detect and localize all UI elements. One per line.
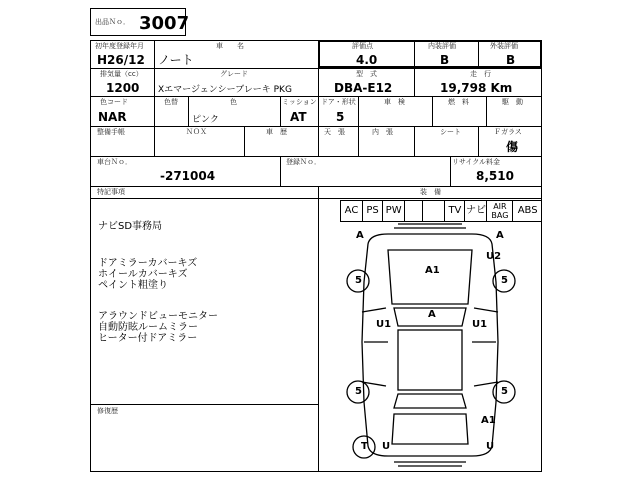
windshield: 傷 bbox=[506, 140, 519, 154]
transmission: AT bbox=[290, 110, 307, 124]
recycle-fee: 8,510 bbox=[476, 169, 514, 183]
lot-number-box bbox=[90, 8, 190, 36]
grade-label: グレード bbox=[220, 70, 248, 78]
mark-rear-right: A1 bbox=[481, 415, 496, 426]
maintenance-book-label: 整備手帳 bbox=[97, 128, 125, 136]
vehicle-history-label: 車 歴 bbox=[266, 128, 287, 136]
color-code-label: 色コード bbox=[100, 98, 128, 106]
fuel-label: 燃 料 bbox=[448, 98, 469, 106]
recycle-fee-label: リサイクル料金 bbox=[452, 158, 501, 166]
note-line: ペイント粗塗り bbox=[98, 280, 168, 291]
model-code: DBA-E12 bbox=[334, 81, 393, 95]
mark-roof: A bbox=[428, 309, 436, 320]
exterior-grade: B bbox=[506, 53, 516, 67]
first-registration: H26/12 bbox=[97, 53, 145, 67]
interior-grade: B bbox=[440, 53, 450, 67]
mark-right-side: U1 bbox=[472, 319, 488, 330]
note-line: ドアミラーカバーキズ bbox=[98, 258, 198, 269]
lot-number-value: 3007 bbox=[139, 13, 190, 34]
notes-label: 特記事項 bbox=[97, 188, 125, 196]
drive-label: 駆 動 bbox=[502, 98, 523, 106]
hood-outline bbox=[388, 250, 472, 304]
seat-label: シート bbox=[440, 128, 461, 136]
rear-bumper bbox=[394, 462, 466, 466]
equip-tv: TV bbox=[444, 201, 464, 221]
note-line: アラウンドビューモニター bbox=[98, 311, 218, 322]
note-line: ナビSD事務局 bbox=[98, 221, 163, 232]
equipment-row bbox=[340, 200, 542, 222]
mark-front-left: A bbox=[356, 230, 364, 241]
chassis-number: -271004 bbox=[160, 169, 216, 183]
mark-hood: A1 bbox=[425, 265, 440, 276]
interior-trim-label: 内 張 bbox=[372, 128, 393, 136]
displacement: 1200 bbox=[106, 81, 140, 95]
mark-right-top: U2 bbox=[486, 251, 502, 262]
equip-abs: ABS bbox=[512, 201, 542, 221]
interior-grade-label: 内装評価 bbox=[428, 42, 456, 50]
car-name-label: 車 名 bbox=[216, 42, 244, 50]
equipment-label: 装 備 bbox=[420, 188, 441, 196]
note-line: 自動防眩ルームミラー bbox=[98, 322, 198, 333]
mark-tire-front-right: 5 bbox=[501, 275, 508, 286]
registration-number-label: 登録Ｎｏ． bbox=[286, 158, 321, 166]
mark-tire-rear-left: 5 bbox=[355, 386, 362, 397]
overall-score: 4.0 bbox=[356, 53, 378, 67]
score-label: 評価点 bbox=[352, 42, 373, 50]
trunk-outline bbox=[392, 414, 468, 444]
color-code: NAR bbox=[98, 110, 127, 124]
mark-left-side: U1 bbox=[376, 319, 392, 330]
inspection-label: 車 検 bbox=[384, 98, 405, 106]
color-change-label: 色替 bbox=[164, 98, 178, 106]
lot-number-label: 出品Ｎｏ． bbox=[95, 18, 130, 26]
rear-window-outline bbox=[394, 394, 466, 408]
equip-navi: ナビ bbox=[464, 201, 486, 221]
doors-label: ドア・形状 bbox=[321, 98, 356, 106]
color: ピンク bbox=[192, 115, 219, 125]
mark-rear-u1: U bbox=[382, 441, 391, 452]
car-damage-diagram bbox=[318, 222, 542, 472]
mileage-label: 走 行 bbox=[470, 70, 491, 78]
equip-blank-1 bbox=[404, 201, 422, 221]
note-line: ヒーター付ドアミラー bbox=[98, 333, 198, 344]
mark-rear-u2: U bbox=[486, 441, 495, 452]
equip-ac: AC bbox=[340, 201, 362, 221]
note-line bbox=[98, 232, 314, 258]
chassis-number-label: 車台Ｎｏ． bbox=[97, 158, 132, 166]
repair-history-label: 修復歴 bbox=[97, 407, 118, 415]
mark-rear-left: T bbox=[361, 441, 368, 452]
grade: Xエマージェンシーブレーキ PKG bbox=[158, 85, 292, 95]
exterior-grade-label: 外装評価 bbox=[490, 42, 518, 50]
mileage: 19,798 Km bbox=[440, 81, 513, 95]
mark-front-right: A bbox=[496, 230, 504, 241]
equip-blank-2 bbox=[422, 201, 444, 221]
doors: 5 bbox=[336, 110, 345, 124]
transmission-label: ミッション bbox=[282, 98, 317, 106]
car-name: ノート bbox=[158, 53, 194, 67]
displacement-label: 排気量（cc） bbox=[100, 70, 143, 78]
equip-airbag: AIR BAG bbox=[486, 201, 512, 221]
mark-tire-front-left: 5 bbox=[355, 275, 362, 286]
windshield-label: Ｆガラス bbox=[494, 128, 522, 136]
equip-pw: PW bbox=[382, 201, 404, 221]
color-label: 色 bbox=[230, 98, 237, 106]
roof-lining-label: 天 張 bbox=[324, 128, 345, 136]
note-line bbox=[98, 291, 314, 311]
year-label: 初年度登録年月 bbox=[95, 42, 144, 50]
nox-label: ＮＯＸ bbox=[186, 128, 207, 136]
note-line: ホイールカバーキズ bbox=[98, 269, 188, 280]
front-bumper bbox=[394, 224, 466, 228]
equip-ps: PS bbox=[362, 201, 382, 221]
mark-tire-rear-right: 5 bbox=[501, 386, 508, 397]
model-code-label: 型 式 bbox=[356, 70, 377, 78]
roof-outline bbox=[398, 330, 462, 390]
notes-body bbox=[98, 221, 314, 344]
